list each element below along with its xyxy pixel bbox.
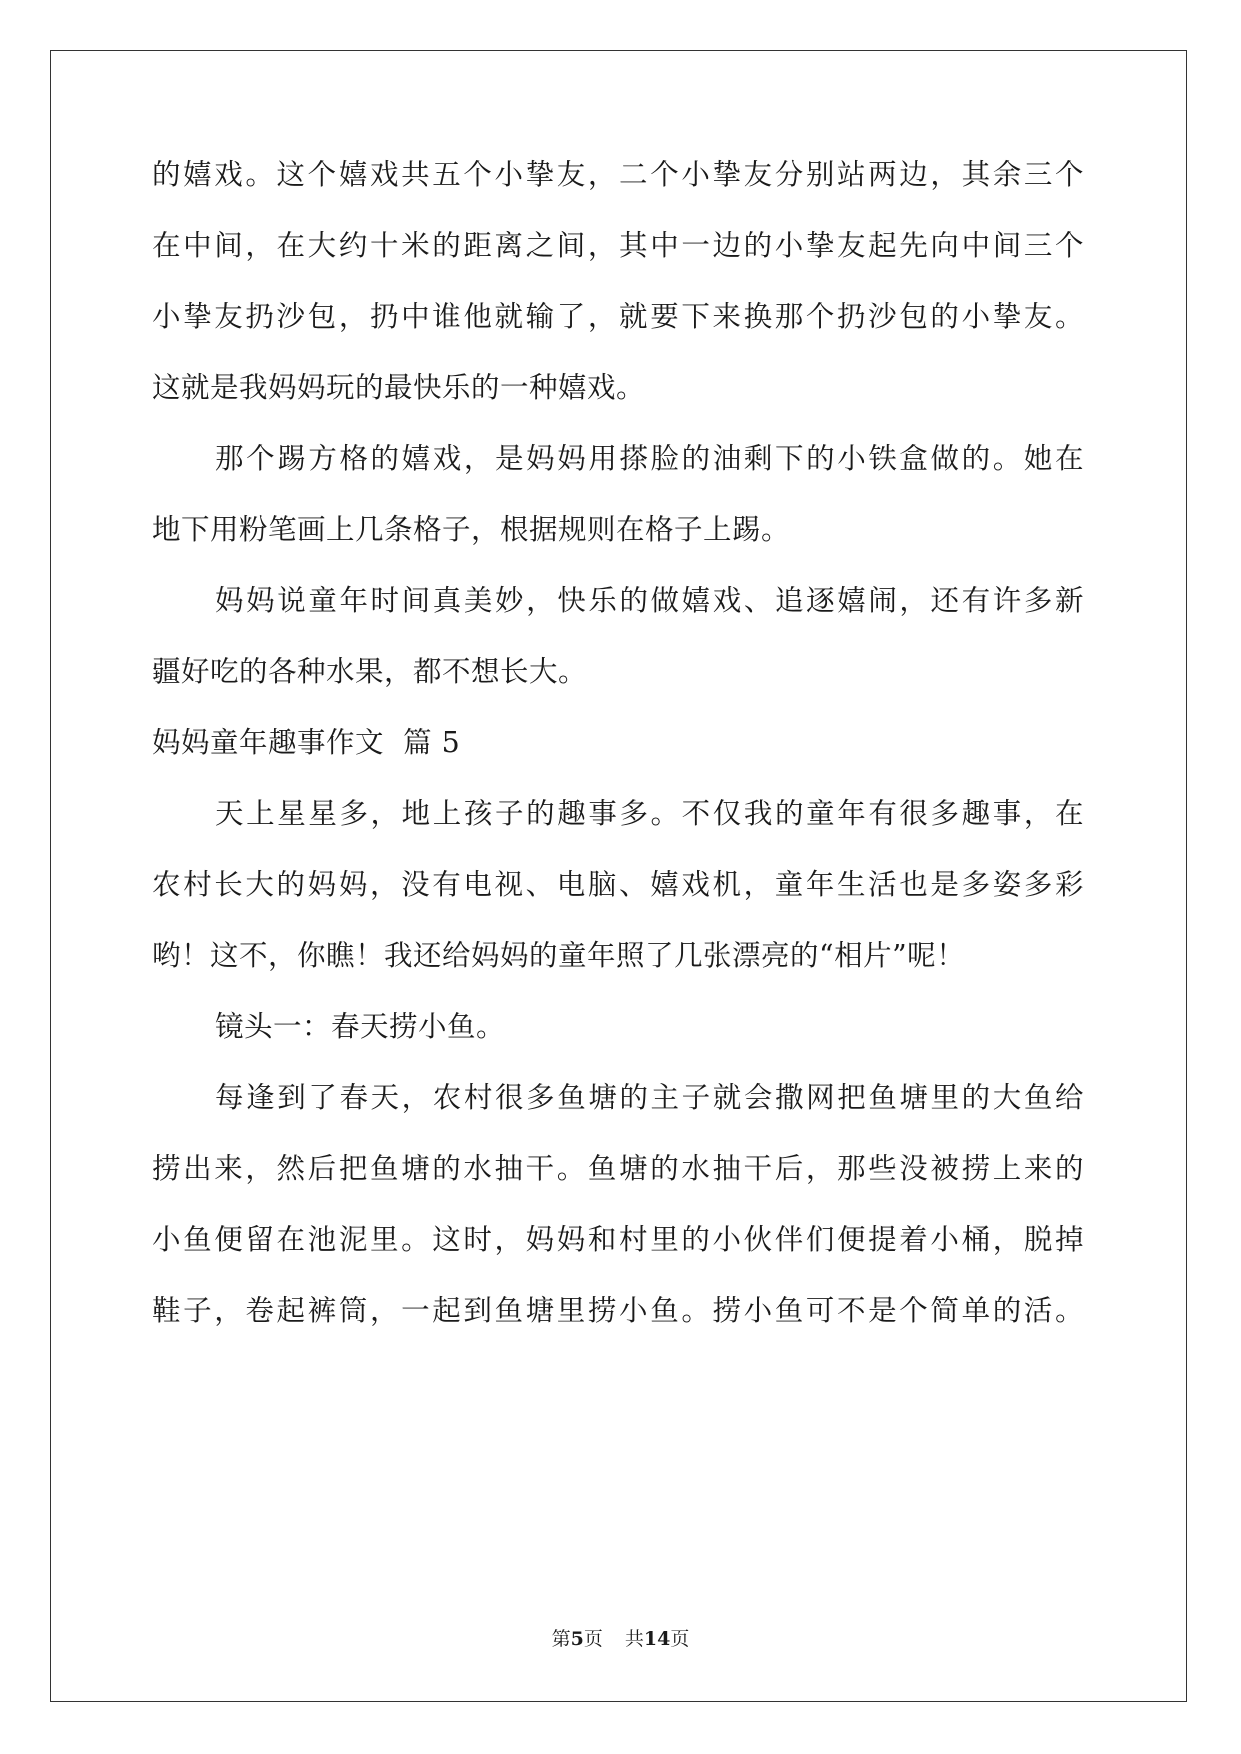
text-line: 天上星星多，地上孩子的趣事多。不仅我的童年有很多趣事，在 [215,797,1084,830]
page-prefix: 第 [551,1628,571,1650]
text-line: 在中间，在大约十米的距离之间，其中一边的小挚友起先向中间三个 [152,229,1084,262]
page-number: 5 [570,1628,584,1650]
text-line: 妈妈说童年时间真美妙，快乐的做嬉戏、追逐嬉闹，还有许多新 [215,584,1084,617]
text-line: 镜头一：春天捞小鱼。 [215,1010,506,1043]
total-suffix: 页 [670,1628,690,1650]
text-line: 哟！这不，你瞧！我还给妈妈的童年照了几张漂亮的“相片”呢！ [152,939,966,972]
text-line: 的嬉戏。这个嬉戏共五个小挚友，二个小挚友分别站两边，其余三个 [152,158,1084,191]
text-line: 小挚友扔沙包，扔中谁他就输了，就要下来换那个扔沙包的小挚友。 [152,300,1084,333]
page-suffix: 页 [583,1628,603,1650]
text-line: 地下用粉笔画上几条格子，根据规则在格子上踢。 [152,513,791,546]
total-pages: 14 [643,1628,671,1650]
text-line: 捞出来，然后把鱼塘的水抽干。鱼塘的水抽干后，那些没被捞上来的 [152,1152,1084,1185]
text-line: 这就是我妈妈玩的最快乐的一种嬉戏。 [152,371,646,404]
section-heading: 妈妈童年趣事作文 篇 5 [152,726,461,759]
text-line: 鞋子，卷起裤筒，一起到鱼塘里捞小鱼。捞小鱼可不是个简单的活。 [152,1294,1084,1327]
page-footer [0,1626,1241,1652]
text-line: 那个踢方格的嬉戏，是妈妈用搽脸的油剩下的小铁盒做的。她在 [215,442,1084,475]
text-line: 每逢到了春天，农村很多鱼塘的主子就会撒网把鱼塘里的大鱼给 [215,1081,1084,1114]
text-line: 农村长大的妈妈，没有电视、电脑、嬉戏机，童年生活也是多姿多彩 [152,868,1084,901]
total-prefix: 共 [624,1628,644,1650]
text-line: 疆好吃的各种水果，都不想长大。 [152,655,588,688]
text-line: 小鱼便留在池泥里。这时，妈妈和村里的小伙伴们便提着小桶，脱掉 [152,1223,1084,1256]
